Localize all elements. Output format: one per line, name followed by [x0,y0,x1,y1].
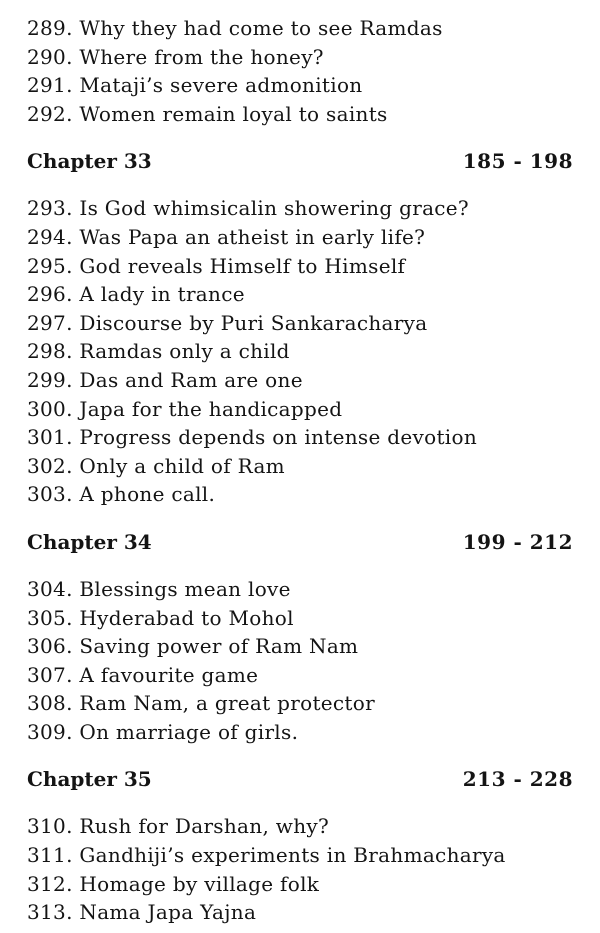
contents-item: 295. God reveals Himself to Himself [27,253,406,278]
contents-item: 305. Hyderabad to Mohol [27,605,294,630]
contents-item: 289. Why they had come to see Ramdas [27,16,443,40]
contents-item: 312. Homage by village folk [27,871,320,896]
contents-item: 299. Das and Ram are one [27,367,303,392]
contents-item: 308. Ram Nam, a great protector [27,691,375,716]
contents-item: 292. Women remain loyal to saints [27,101,388,126]
contents-item: 311. Gandhiji’s experiments in Brahmacharya [27,843,506,868]
contents-item: 294. Was Papa an atheist in early life? [27,224,426,249]
contents-page [27,14,573,927]
chapter-title: Chapter 35 [27,767,152,792]
contents-item: 301. Progress depends on intense devotion [27,425,478,450]
contents-item: 303. A phone call. [27,482,216,507]
chapter-33-heading [27,147,573,175]
contents-item: 304. Blessings mean love [27,576,291,601]
chapter-34-items [27,575,573,747]
contents-item: 302. Only a child of Ram [27,453,285,478]
contents-item: 296. A lady in trance [27,282,245,307]
chapter-page-range: 199 - 212 [462,529,573,554]
contents-item: 313. Nama Japa Yajna [27,900,257,925]
contents-item: 293. Is God whimsicalin showering grace? [27,196,469,221]
contents-item: 297. Discourse by Puri Sankaracharya [27,310,428,335]
chapter-35-heading [27,765,573,793]
contents-item: 309. On marriage of girls. [27,719,299,744]
chapter-34-heading [27,528,573,556]
contents-item: 300. Japa for the handicapped [27,396,343,421]
contents-item: 290. Where from the honey? [27,44,324,69]
chapter-title: Chapter 34 [27,529,152,554]
chapter-page-range: 185 - 198 [462,149,573,174]
contents-item: 306. Saving power of Ram Nam [27,634,359,659]
chapter-33-items [27,194,573,509]
chapter-page-range: 213 - 228 [462,767,573,792]
contents-item: 291. Mataji’s severe admonition [27,73,363,98]
chapter-35-items [27,812,573,926]
contents-group-continued [27,14,573,128]
chapter-title: Chapter 33 [27,149,152,174]
contents-item: 310. Rush for Darshan, why? [27,814,329,839]
contents-item: 298. Ramdas only a child [27,339,290,364]
contents-item: 307. A favourite game [27,662,259,687]
